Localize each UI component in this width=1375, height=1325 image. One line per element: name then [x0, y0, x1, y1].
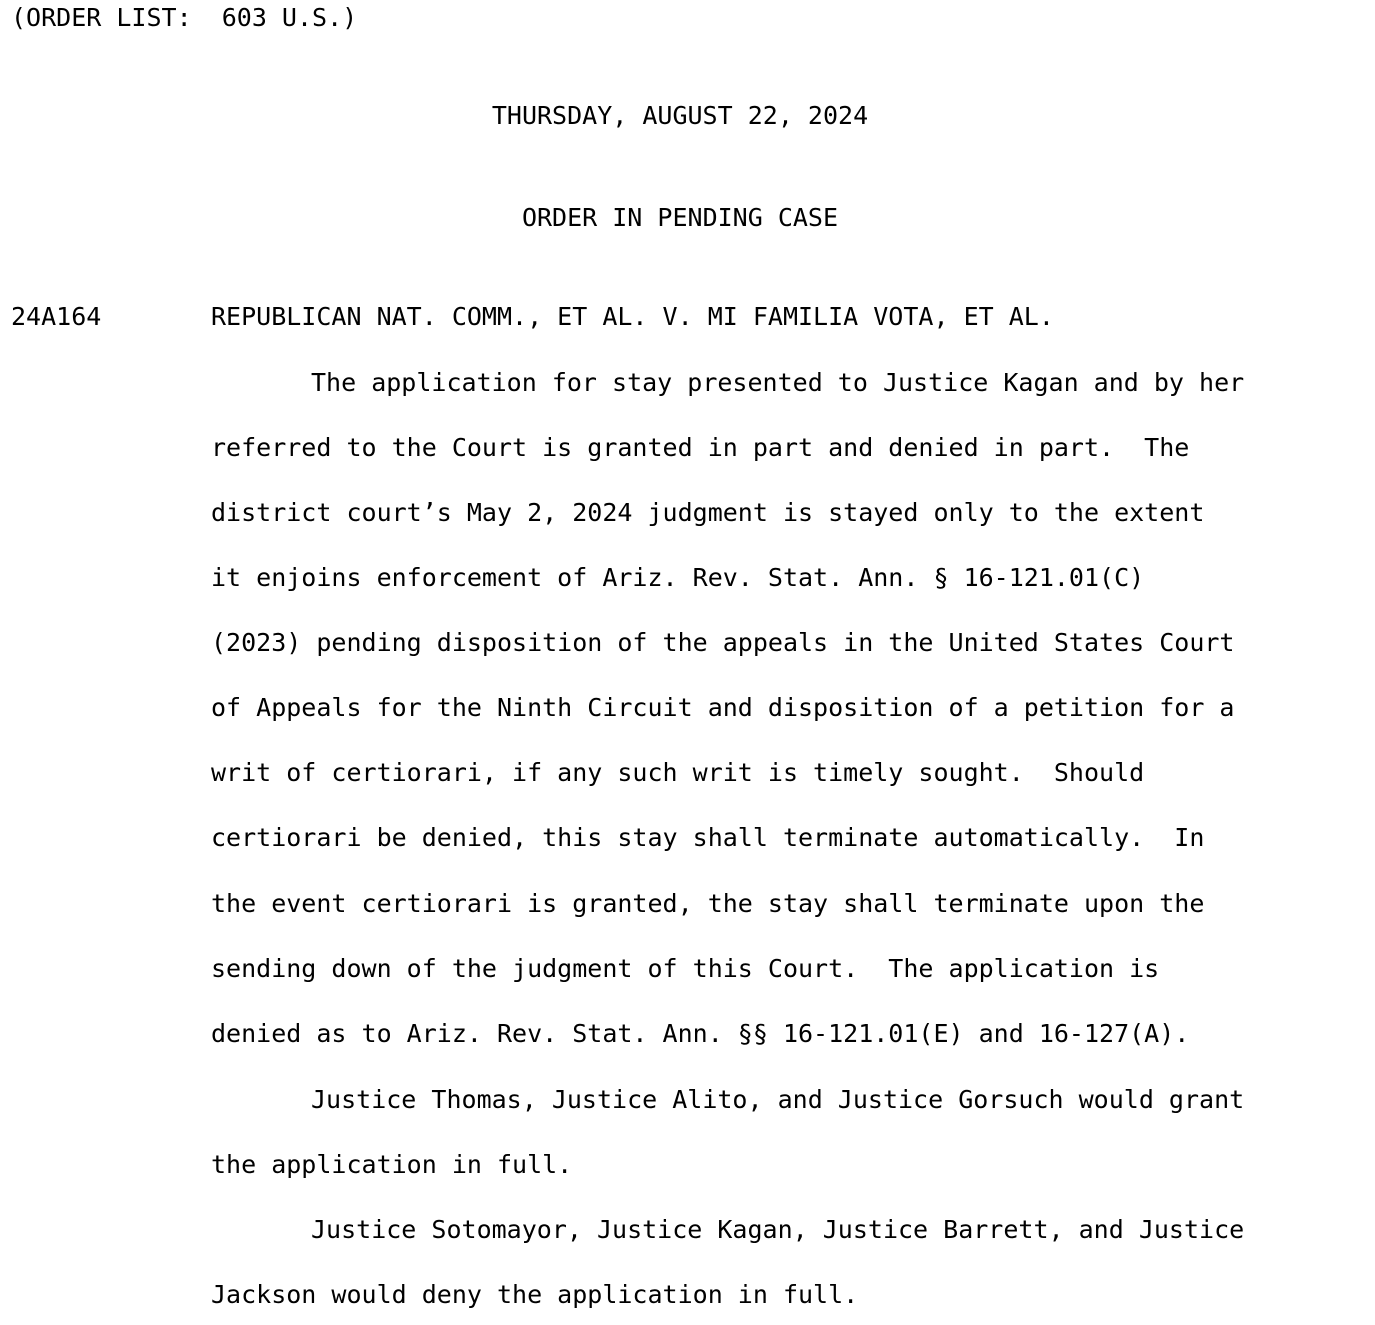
body-line: the application in full.	[211, 1150, 573, 1179]
case-caption: REPUBLICAN NAT. COMM., ET AL. V. MI FAMILIA VOTA, ET AL.	[211, 302, 1054, 331]
order-heading: ORDER IN PENDING CASE	[521, 203, 839, 232]
body-line: (2023) pending disposition of the appeals in the United States Court	[211, 628, 1235, 657]
body-line: the event certiorari is granted, the stay shall terminate upon the	[211, 889, 1205, 918]
case-number: 24A164	[11, 302, 102, 331]
body-line: Justice Sotomayor, Justice Kagan, Justice Barrett, and Justice	[311, 1215, 1245, 1244]
body-line: of Appeals for the Ninth Circuit and disposition of a petition for a	[211, 693, 1235, 722]
body-line: certiorari be denied, this stay shall terminate automatically. In	[211, 823, 1205, 852]
body-line: Jackson would deny the application in full.	[211, 1280, 859, 1309]
body-line: Justice Thomas, Justice Alito, and Justice Gorsuch would grant	[311, 1085, 1245, 1114]
body-line: sending down of the judgment of this Court. The application is	[211, 954, 1160, 983]
body-line: denied as to Ariz. Rev. Stat. Ann. §§ 16-121.01(E) and 16-127(A).	[211, 1019, 1190, 1048]
order-list-label: (ORDER LIST: 603 U.S.)	[11, 3, 358, 32]
order-date: THURSDAY, AUGUST 22, 2024	[491, 101, 869, 130]
body-line: district court’s May 2, 2024 judgment is stayed only to the extent	[211, 498, 1205, 527]
body-line: The application for stay presented to Justice Kagan and by her	[311, 368, 1245, 397]
body-line: referred to the Court is granted in part and denied in part. The	[211, 433, 1190, 462]
body-line: it enjoins enforcement of Ariz. Rev. Stat. Ann. § 16-121.01(C)	[211, 563, 1145, 592]
body-line: writ of certiorari, if any such writ is timely sought. Should	[211, 758, 1145, 787]
